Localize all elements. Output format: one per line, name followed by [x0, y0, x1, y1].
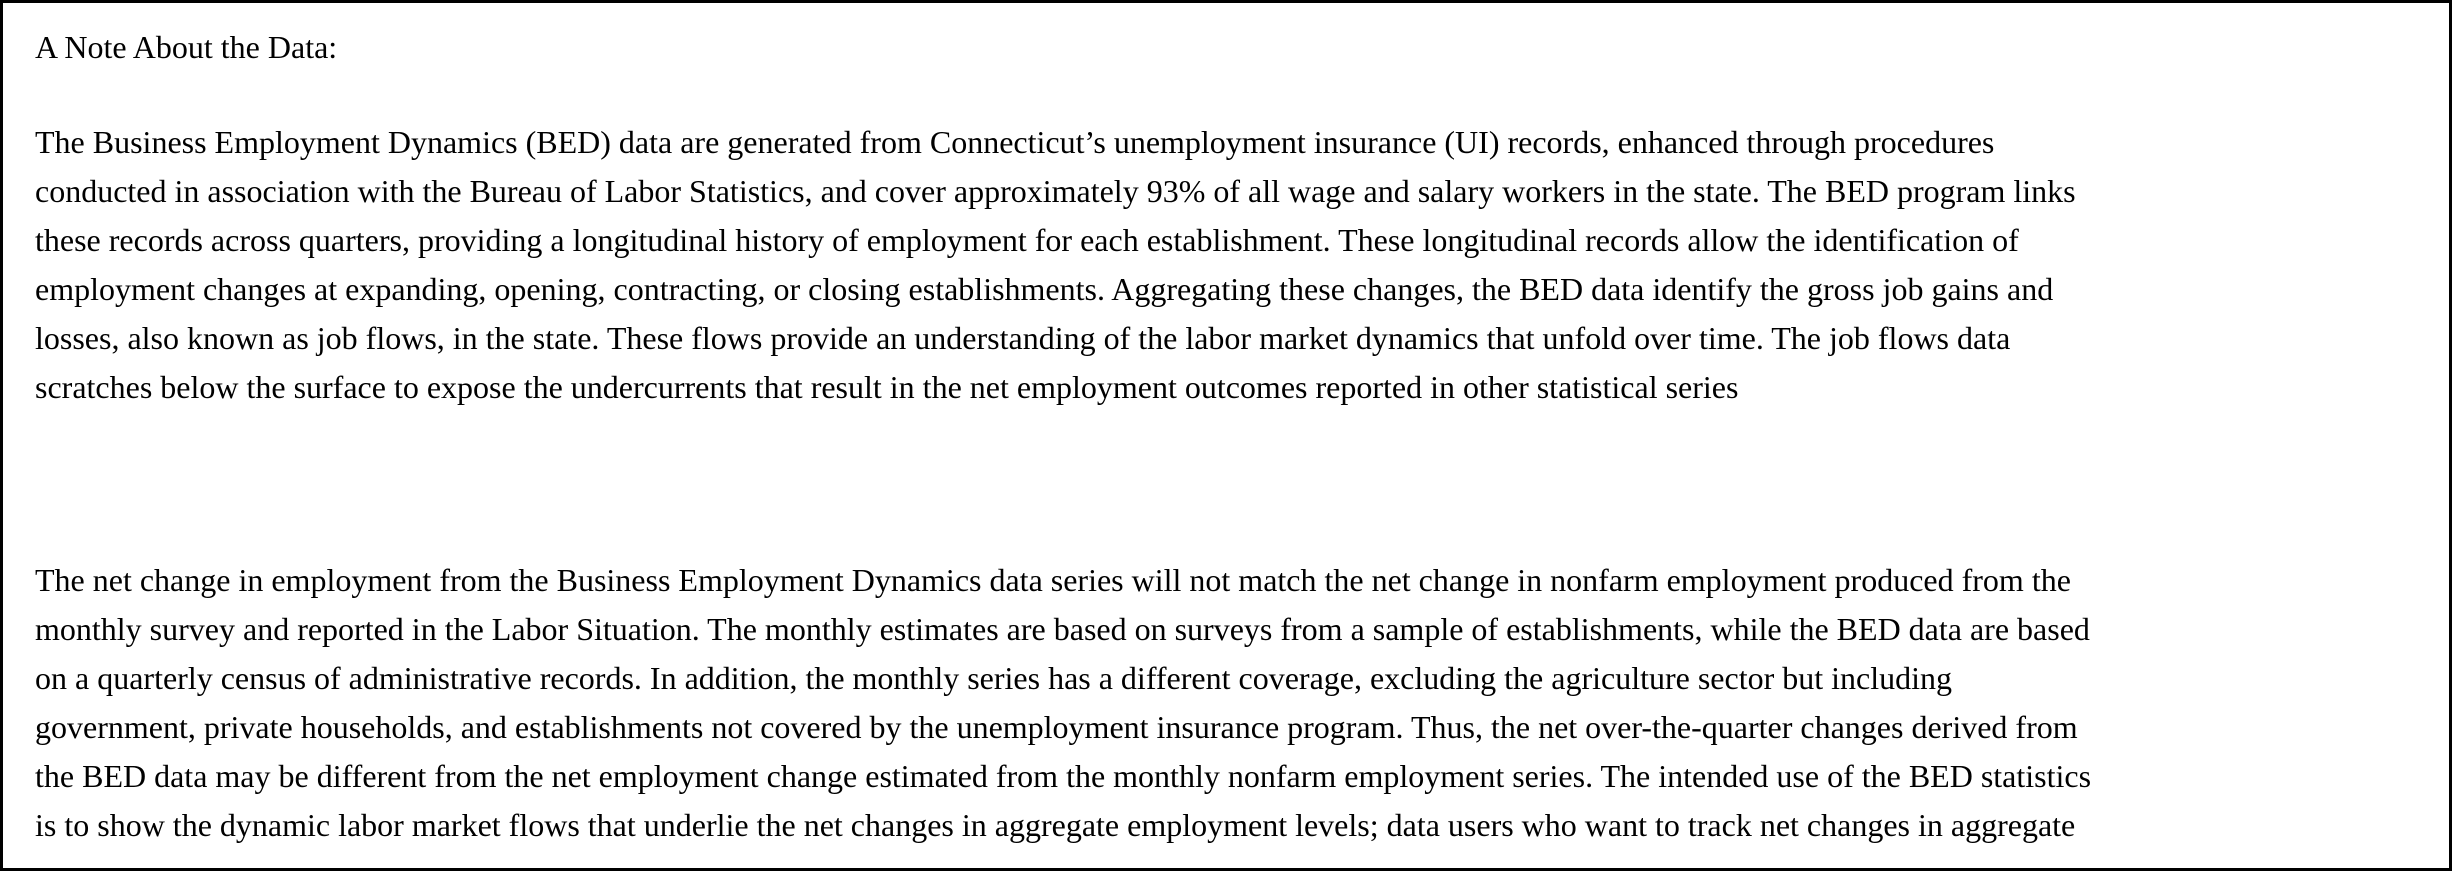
- paragraph-line: monthly survey and reported in the Labor Situation. The monthly estimates are based on surveys from a sample of establishments, while the BED data are based: [35, 611, 2090, 647]
- paragraph-line: scratches below the surface to expose the undercurrents that result in the net employment outcomes reported in other statistical series: [35, 369, 1739, 405]
- paragraph-line: The net change in employment from the Business Employment Dynamics data series will not match the net change in nonfarm employment produced from the: [35, 562, 2071, 598]
- paragraph-line: on a quarterly census of administrative records. In addition, the monthly series has a different coverage, excluding the agriculture sector but including: [35, 660, 1953, 696]
- paragraph-line: losses, also known as job flows, in the state. These flows provide an understanding of the labor market dynamics that unfold over time. The job flows data: [35, 320, 2011, 356]
- paragraph-bed-overview: [35, 118, 2419, 412]
- paragraph-line: conducted in association with the Bureau of Labor Statistics, and cover approximately 93% of all wage and salary workers in the state. The BED program links: [35, 173, 2076, 209]
- paragraph-line: government, private households, and establishments not covered by the unemployment insurance program. Thus, the net over-the-quarter changes derived from: [35, 709, 2078, 745]
- paragraph-line: the BED data may be different from the net employment change estimated from the monthly nonfarm employment series. The intended use of the BED statistics: [35, 758, 2092, 794]
- paragraph-line: employment changes at expanding, opening, contracting, or closing establishments. Aggregating these changes, the BED data identify the gross job gains and: [35, 271, 2054, 307]
- paragraph-line: is to show the dynamic labor market flows that underlie the net changes in aggregate employment levels; data users who want to track net changes in aggregate: [35, 807, 2076, 843]
- note-heading: A Note About the Data:: [35, 29, 338, 65]
- paragraph-line: these records across quarters, providing a longitudinal history of employment for each establishment. These longitudinal records allow the identification of: [35, 222, 2019, 258]
- paragraph-net-change: [35, 556, 2419, 850]
- paragraph-line: The Business Employment Dynamics (BED) data are generated from Connecticut’s unemployment insurance (UI) records, enhanced through procedures: [35, 124, 1995, 160]
